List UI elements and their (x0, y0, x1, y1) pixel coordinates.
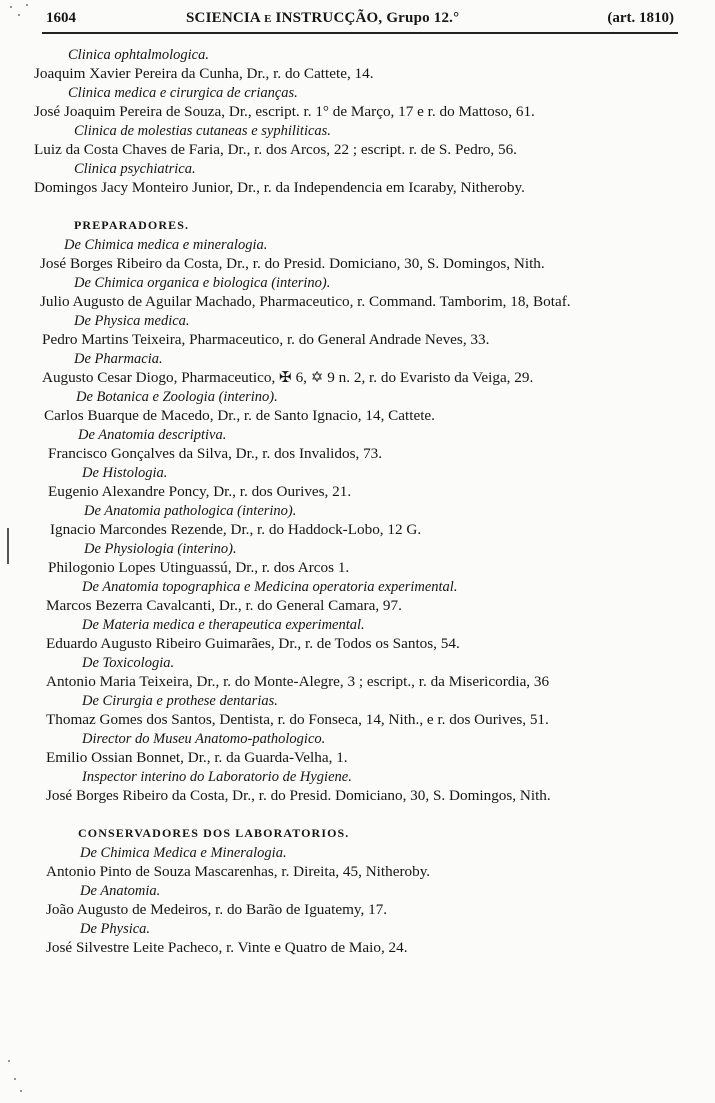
preparador-entry: Philogonio Lopes Utinguassú, Dr., r. dos Arcos 1. (48, 559, 350, 576)
preparador-entry: Emilio Ossian Bonnet, Dr., r. da Guarda-Velha, 1. (46, 749, 348, 766)
clinic-block (68, 84, 684, 102)
preparador-entry: Augusto Cesar Diogo, Pharmaceutico, ✠ 6, ✡ 9 n. 2, r. do Evaristo da Veiga, 29. (42, 369, 534, 386)
clinic-block (74, 122, 684, 140)
header-rule (42, 32, 678, 34)
print-speck (20, 1090, 22, 1092)
preparadores-heading: PREPARADORES. (74, 218, 190, 232)
conservador-specialty: De Anatomia. (80, 883, 161, 899)
preparador-specialty: De Physica medica. (74, 313, 190, 329)
preparador-entry: Thomaz Gomes dos Santos, Dentista, r. do Fonseca, 14, Nith., e r. dos Ourives, 51. (46, 711, 549, 728)
print-speck (10, 6, 12, 8)
print-speck (18, 14, 20, 16)
preparador-specialty: Inspector interino do Laboratorio de Hygiene. (82, 769, 352, 785)
print-speck (26, 4, 28, 6)
preparador-specialty: De Pharmacia. (74, 351, 163, 367)
preparador-specialty: De Toxicologia. (82, 655, 175, 671)
preparador-entry: Eduardo Augusto Ribeiro Guimarães, Dr., r. de Todos os Santos, 54. (46, 635, 460, 652)
clinic-specialty: Clinica de molestias cutaneas e syphiliticas. (74, 123, 331, 139)
preparador-specialty: De Physiologia (interino). (84, 541, 237, 557)
print-speck (14, 1078, 16, 1080)
preparador-specialty: De Botanica e Zoologia (interino). (76, 389, 278, 405)
clinic-entry: Domingos Jacy Monteiro Junior, Dr., r. da Independencia em Icaraby, Nitheroby. (34, 179, 525, 196)
preparador-entry: Pedro Martins Teixeira, Pharmaceutico, r. do General Andrade Neves, 33. (42, 331, 490, 348)
clinic-entry: José Joaquim Pereira de Souza, Dr., escript. r. 1° de Março, 17 e r. do Mattoso, 61. (34, 103, 535, 120)
preparador-specialty: De Materia medica e therapeutica experimental. (82, 617, 365, 633)
clinic-block (68, 46, 684, 64)
clinic-specialty: Clinica medica e cirurgica de crianças. (68, 85, 298, 101)
clinic-specialty: Clinica psychiatrica. (74, 161, 196, 177)
preparador-entry: José Borges Ribeiro da Costa, Dr., r. do Presid. Domiciano, 30, S. Domingos, Nith. (46, 787, 551, 804)
page-number: 1604 (46, 10, 76, 26)
document-body (34, 46, 684, 958)
preparador-entry: Ignacio Marcondes Rezende, Dr., r. do Haddock-Lobo, 12 G. (50, 521, 422, 538)
preparador-specialty: De Histologia. (82, 465, 168, 481)
preparador-entry: Carlos Buarque de Macedo, Dr., r. de Santo Ignacio, 14, Cattete. (44, 407, 435, 424)
clinic-entry: Luiz da Costa Chaves de Faria, Dr., r. dos Arcos, 22 ; escript. r. de S. Pedro, 56. (34, 141, 517, 158)
preparador-entry: Julio Augusto de Aguilar Machado, Pharmaceutico, r. Command. Tamborim, 18, Botaf. (40, 293, 571, 310)
clinic-block (74, 160, 684, 178)
conservador-entry: José Silvestre Leite Pacheco, r. Vinte e Quatro de Maio, 24. (46, 939, 408, 956)
preparador-specialty: De Anatomia descriptiva. (78, 427, 227, 443)
conservadores-heading: CONSERVADORES DOS LABORATORIOS. (78, 826, 350, 840)
running-title (186, 8, 459, 28)
preparador-entry: José Borges Ribeiro da Costa, Dr., r. do Presid. Domiciano, 30, S. Domingos, Nith. (40, 255, 545, 272)
print-speck (8, 1060, 10, 1062)
clinic-entry: Joaquim Xavier Pereira da Cunha, Dr., r. do Cattete, 14. (34, 65, 374, 82)
preparador-entry: Eugenio Alexandre Poncy, Dr., r. dos Ourives, 21. (48, 483, 352, 500)
conservador-specialty: De Physica. (80, 921, 151, 937)
clinic-specialty: Clinica ophtalmologica. (68, 47, 209, 63)
preparador-entry: Francisco Gonçalves da Silva, Dr., r. dos Invalidos, 73. (48, 445, 383, 462)
conservador-entry: Antonio Pinto de Souza Mascarenhas, r. Direita, 45, Nitheroby. (46, 863, 431, 880)
margin-mark (7, 528, 9, 564)
preparador-specialty: De Cirurgia e prothese dentarias. (82, 693, 278, 709)
preparador-specialty: De Chimica organica e biologica (interino). (74, 275, 331, 291)
article-reference: (art. 1810) (607, 10, 674, 26)
page-header (46, 8, 674, 30)
running-title-main: SCIENCIA e INSTRUCÇÃO, (186, 10, 383, 26)
preparador-specialty: De Anatomia topographica e Medicina operatoria experimental. (82, 579, 458, 595)
preparador-entry: Marcos Bezerra Cavalcanti, Dr., r. do General Camara, 97. (46, 597, 402, 614)
preparador-specialty: De Anatomia pathologica (interino). (84, 503, 297, 519)
preparador-specialty: De Chimica medica e mineralogia. (64, 237, 268, 253)
conservador-entry: João Augusto de Medeiros, r. do Barão de Iguatemy, 17. (46, 901, 388, 918)
preparador-entry: Antonio Maria Teixeira, Dr., r. do Monte-Alegre, 3 ; escript., r. da Misericordia, 36 (46, 673, 550, 690)
conservador-specialty: De Chimica Medica e Mineralogia. (80, 845, 287, 861)
running-title-group: Grupo 12.° (386, 10, 460, 26)
preparador-specialty: Director do Museu Anatomo-pathologico. (82, 731, 326, 747)
